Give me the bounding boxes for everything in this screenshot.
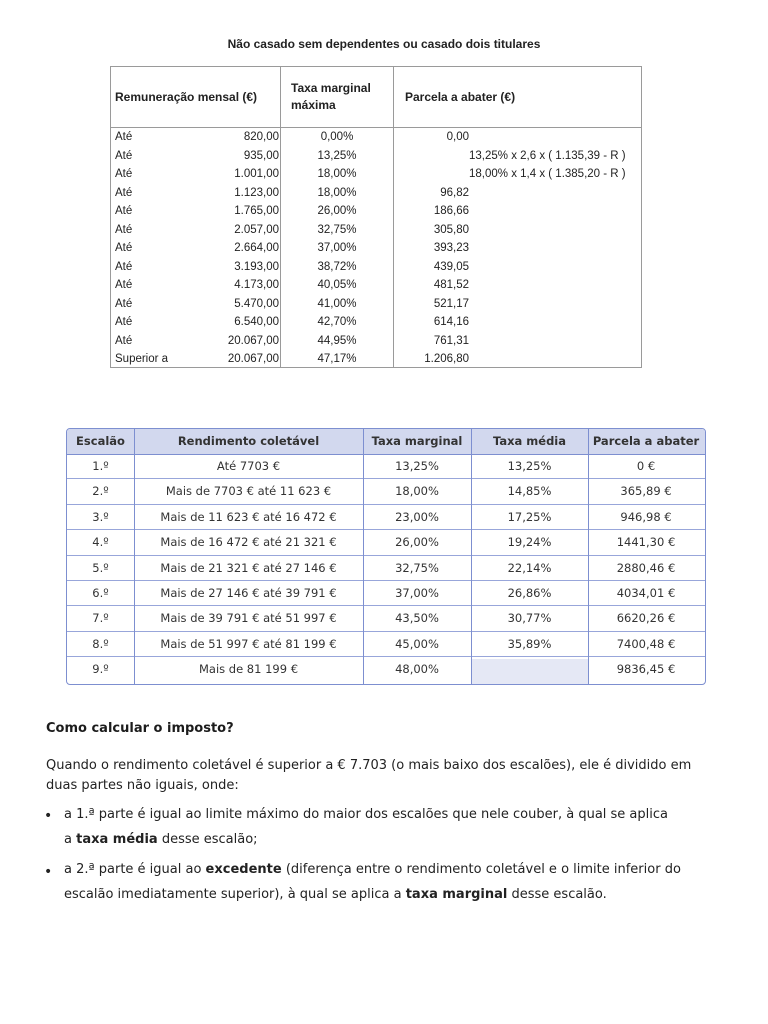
table1-header xyxy=(111,67,641,128)
table-row xyxy=(111,202,641,221)
column-divider xyxy=(363,429,364,684)
cell-parcela: 6620,26 € xyxy=(616,611,676,626)
cell-parcela: 946,98 € xyxy=(620,509,672,524)
cell-taxa-marginal: 23,00% xyxy=(395,509,439,524)
cell-taxa-media: 19,24% xyxy=(507,535,552,550)
cell-parcela: 4034,01 € xyxy=(616,586,676,600)
cell-taxa-media: 22,14% xyxy=(507,560,552,575)
bullet1-bold-taxa-media: taxa média xyxy=(76,832,158,847)
row-label: Até xyxy=(115,168,133,180)
irs-brackets-table xyxy=(66,428,706,685)
cell-taxa-marginal: 37,00% xyxy=(395,586,439,600)
bullet2-text: a 2.ª parte é igual ao xyxy=(64,862,206,877)
row-value: 935,00 xyxy=(243,149,279,162)
cell-parcela: 9836,45 € xyxy=(616,662,676,677)
cell-rendimento: Mais de 39 791 € até 51 997 € xyxy=(160,611,337,626)
table-row xyxy=(111,128,641,147)
row-rate: 47,17% xyxy=(317,353,357,365)
header-taxa-line1: Taxa marginal xyxy=(291,81,371,95)
cell-escalao: 9.º xyxy=(92,662,109,677)
row-rate: 26,00% xyxy=(317,205,357,217)
table-row xyxy=(111,295,641,314)
cell-escalao: 3.º xyxy=(92,509,109,524)
bullet-marker: • xyxy=(44,808,53,824)
cell-parcela: 0 € xyxy=(636,459,656,473)
cell-rendimento: Mais de 81 199 € xyxy=(198,662,299,677)
row-label: Até xyxy=(115,316,133,328)
cell-escalao: 2.º xyxy=(92,484,109,499)
row-label: Até xyxy=(115,186,133,199)
row-parcela: 186,66 xyxy=(433,205,469,217)
row-label: Até xyxy=(115,242,133,254)
row-value: 6.540,00 xyxy=(234,316,279,328)
intro-paragraph: Quando o rendimento coletável é superior a € 7.703 (o mais baixo dos escalões), ele é dividido em duas partes não iguais, onde: xyxy=(46,758,692,793)
cell-taxa-marginal: 43,50% xyxy=(395,611,439,626)
bullet2-text-end: desse escalão. xyxy=(507,887,607,902)
row-rate: 44,95% xyxy=(317,334,357,347)
table-row xyxy=(111,165,641,184)
column-divider xyxy=(471,429,472,684)
table-row xyxy=(67,632,705,657)
row-value: 4.173,00 xyxy=(234,279,279,291)
row-value: 5.470,00 xyxy=(234,297,279,310)
row-value: 20.067,00 xyxy=(227,334,279,347)
row-parcela: 96,82 xyxy=(440,186,469,199)
cell-taxa-marginal: 48,00% xyxy=(395,662,439,677)
table-row xyxy=(67,505,705,530)
header-escalao: Escalão xyxy=(76,434,125,448)
row-label: Até xyxy=(115,279,133,291)
bullet1-text-start: a xyxy=(64,832,77,847)
table-row xyxy=(111,258,641,277)
cell-parcela: 1441,30 € xyxy=(616,535,676,550)
row-value: 1.123,00 xyxy=(234,186,279,199)
cell-rendimento: Mais de 11 623 € até 16 472 € xyxy=(160,509,337,524)
cell-taxa-media: 35,89% xyxy=(507,636,552,651)
column-divider xyxy=(588,429,589,684)
table-row xyxy=(67,530,705,555)
row-label: Até xyxy=(115,297,133,310)
row-rate: 18,00% xyxy=(317,186,357,199)
table-row xyxy=(111,332,641,351)
header-rendimento: Rendimento coletável xyxy=(177,434,320,448)
table2-header xyxy=(67,429,705,455)
row-formula: 13,25% x 2,6 x ( 1.135,39 - R ) xyxy=(469,149,626,162)
row-parcela: 439,05 xyxy=(433,260,469,273)
cell-parcela: 365,89 € xyxy=(620,484,672,499)
header-remuneracao: Remuneração mensal (€) xyxy=(115,90,258,104)
row-value: 1.765,00 xyxy=(234,205,279,217)
cell-parcela: 7400,48 € xyxy=(616,636,676,651)
table-row xyxy=(111,184,641,203)
row-value: 3.193,00 xyxy=(234,260,279,273)
bullet2-text-middle: (diferença entre o rendimento coletável e o limite inferior do escalão imediatamente superior), à qual se aplica a xyxy=(64,862,681,902)
row-label: Até xyxy=(115,260,133,273)
table-row xyxy=(67,606,705,631)
cell-escalao: 5.º xyxy=(92,560,109,575)
row-value: 1.001,00 xyxy=(234,168,279,180)
bullet-marker: • xyxy=(44,864,53,880)
header-taxa-media: Taxa média xyxy=(492,434,567,448)
cell-taxa-marginal: 32,75% xyxy=(395,560,439,575)
cell-escalao: 4.º xyxy=(92,535,109,550)
row-parcela: 614,16 xyxy=(433,316,469,328)
row-value: 820,00 xyxy=(243,131,279,143)
header-taxa-marginal xyxy=(291,80,371,114)
row-rate: 32,75% xyxy=(317,223,357,236)
table-row xyxy=(111,313,641,332)
table-row xyxy=(111,276,641,295)
row-label: Até xyxy=(115,149,133,162)
table-row xyxy=(111,239,641,258)
row-rate: 42,70% xyxy=(317,316,357,328)
row-parcela: 761,31 xyxy=(433,334,469,347)
cell-escalao: 8.º xyxy=(92,636,109,651)
cell-rendimento: Mais de 21 321 € até 27 146 € xyxy=(160,560,337,575)
cell-escalao: 7.º xyxy=(92,611,109,626)
table-row xyxy=(67,657,705,682)
cell-parcela: 2880,46 € xyxy=(616,560,676,575)
row-rate: 0,00% xyxy=(320,131,354,143)
cell-rendimento: Mais de 27 146 € até 39 791 € xyxy=(160,586,337,600)
column-divider xyxy=(134,429,135,684)
bullet-item-first-part xyxy=(64,802,724,852)
section-title: Como calcular o imposto? xyxy=(46,721,234,736)
row-label: Até xyxy=(115,205,133,217)
cell-escalao: 6.º xyxy=(92,586,109,600)
table1-title: Não casado sem dependentes ou casado dois titulares xyxy=(227,37,541,51)
bullet2-bold-excedente: excedente xyxy=(205,862,282,877)
bullet1-text: a 1.ª parte é igual ao limite máximo do maior dos escalões que nele couber, à qual se aplica xyxy=(64,807,668,822)
cell-rendimento: Até 7703 € xyxy=(216,459,281,473)
withholding-tax-table xyxy=(110,66,642,368)
row-rate: 37,00% xyxy=(317,242,357,254)
row-rate: 18,00% xyxy=(317,168,357,180)
cell-taxa-marginal: 18,00% xyxy=(395,484,439,499)
header-parcela-abater: Parcela a abater xyxy=(592,434,700,448)
bullet2-bold-taxa-marginal: taxa marginal xyxy=(405,887,508,902)
table-row xyxy=(67,479,705,504)
table-row xyxy=(67,556,705,581)
row-rate: 41,00% xyxy=(317,297,357,310)
cell-escalao: 1.º xyxy=(92,459,109,473)
cell-taxa-media: 26,86% xyxy=(507,586,552,600)
bullet1-text-end: desse escalão; xyxy=(157,832,258,847)
cell-rendimento: Mais de 16 472 € até 21 321 € xyxy=(160,535,337,550)
cell-rendimento: Mais de 51 997 € até 81 199 € xyxy=(160,636,337,651)
cell-taxa-media: 17,25% xyxy=(507,509,552,524)
row-rate: 38,72% xyxy=(317,260,357,273)
row-parcela: 521,17 xyxy=(433,297,469,310)
row-value: 2.057,00 xyxy=(234,223,279,236)
row-value: 20.067,00 xyxy=(227,353,279,365)
table-row xyxy=(67,581,705,606)
cell-taxa-media: 13,25% xyxy=(507,459,552,473)
header-taxa-marginal: Taxa marginal xyxy=(371,434,463,448)
row-rate: 13,25% xyxy=(317,149,357,162)
row-label: Até xyxy=(115,131,133,143)
row-value: 2.664,00 xyxy=(234,242,279,254)
header-taxa-line2: máxima xyxy=(291,98,336,112)
table-row xyxy=(67,454,705,479)
cell-rendimento: Mais de 7703 € até 11 623 € xyxy=(165,484,332,499)
bullet-item-second-part xyxy=(64,857,724,907)
table-row xyxy=(111,350,641,369)
cell-taxa-marginal: 45,00% xyxy=(395,636,439,651)
cell-taxa-media: 14,85% xyxy=(507,484,552,499)
row-parcela: 1.206,80 xyxy=(424,353,469,365)
row-label: Superior a xyxy=(115,353,169,365)
row-label: Até xyxy=(115,334,133,347)
table-row xyxy=(111,147,641,166)
row-parcela: 305,80 xyxy=(433,223,469,236)
row-label: Até xyxy=(115,223,133,236)
row-parcela: 0,00 xyxy=(446,131,469,143)
table-row xyxy=(111,221,641,240)
row-rate: 40,05% xyxy=(317,279,357,291)
row-formula: 18,00% x 1,4 x ( 1.385,20 - R ) xyxy=(469,168,626,180)
cell-taxa-marginal: 26,00% xyxy=(395,535,439,550)
header-parcela: Parcela a abater (€) xyxy=(405,90,516,104)
row-parcela: 481,52 xyxy=(433,279,469,291)
cell-taxa-marginal: 13,25% xyxy=(395,459,439,473)
row-parcela: 393,23 xyxy=(433,242,469,254)
cell-taxa-media: 30,77% xyxy=(507,611,552,626)
